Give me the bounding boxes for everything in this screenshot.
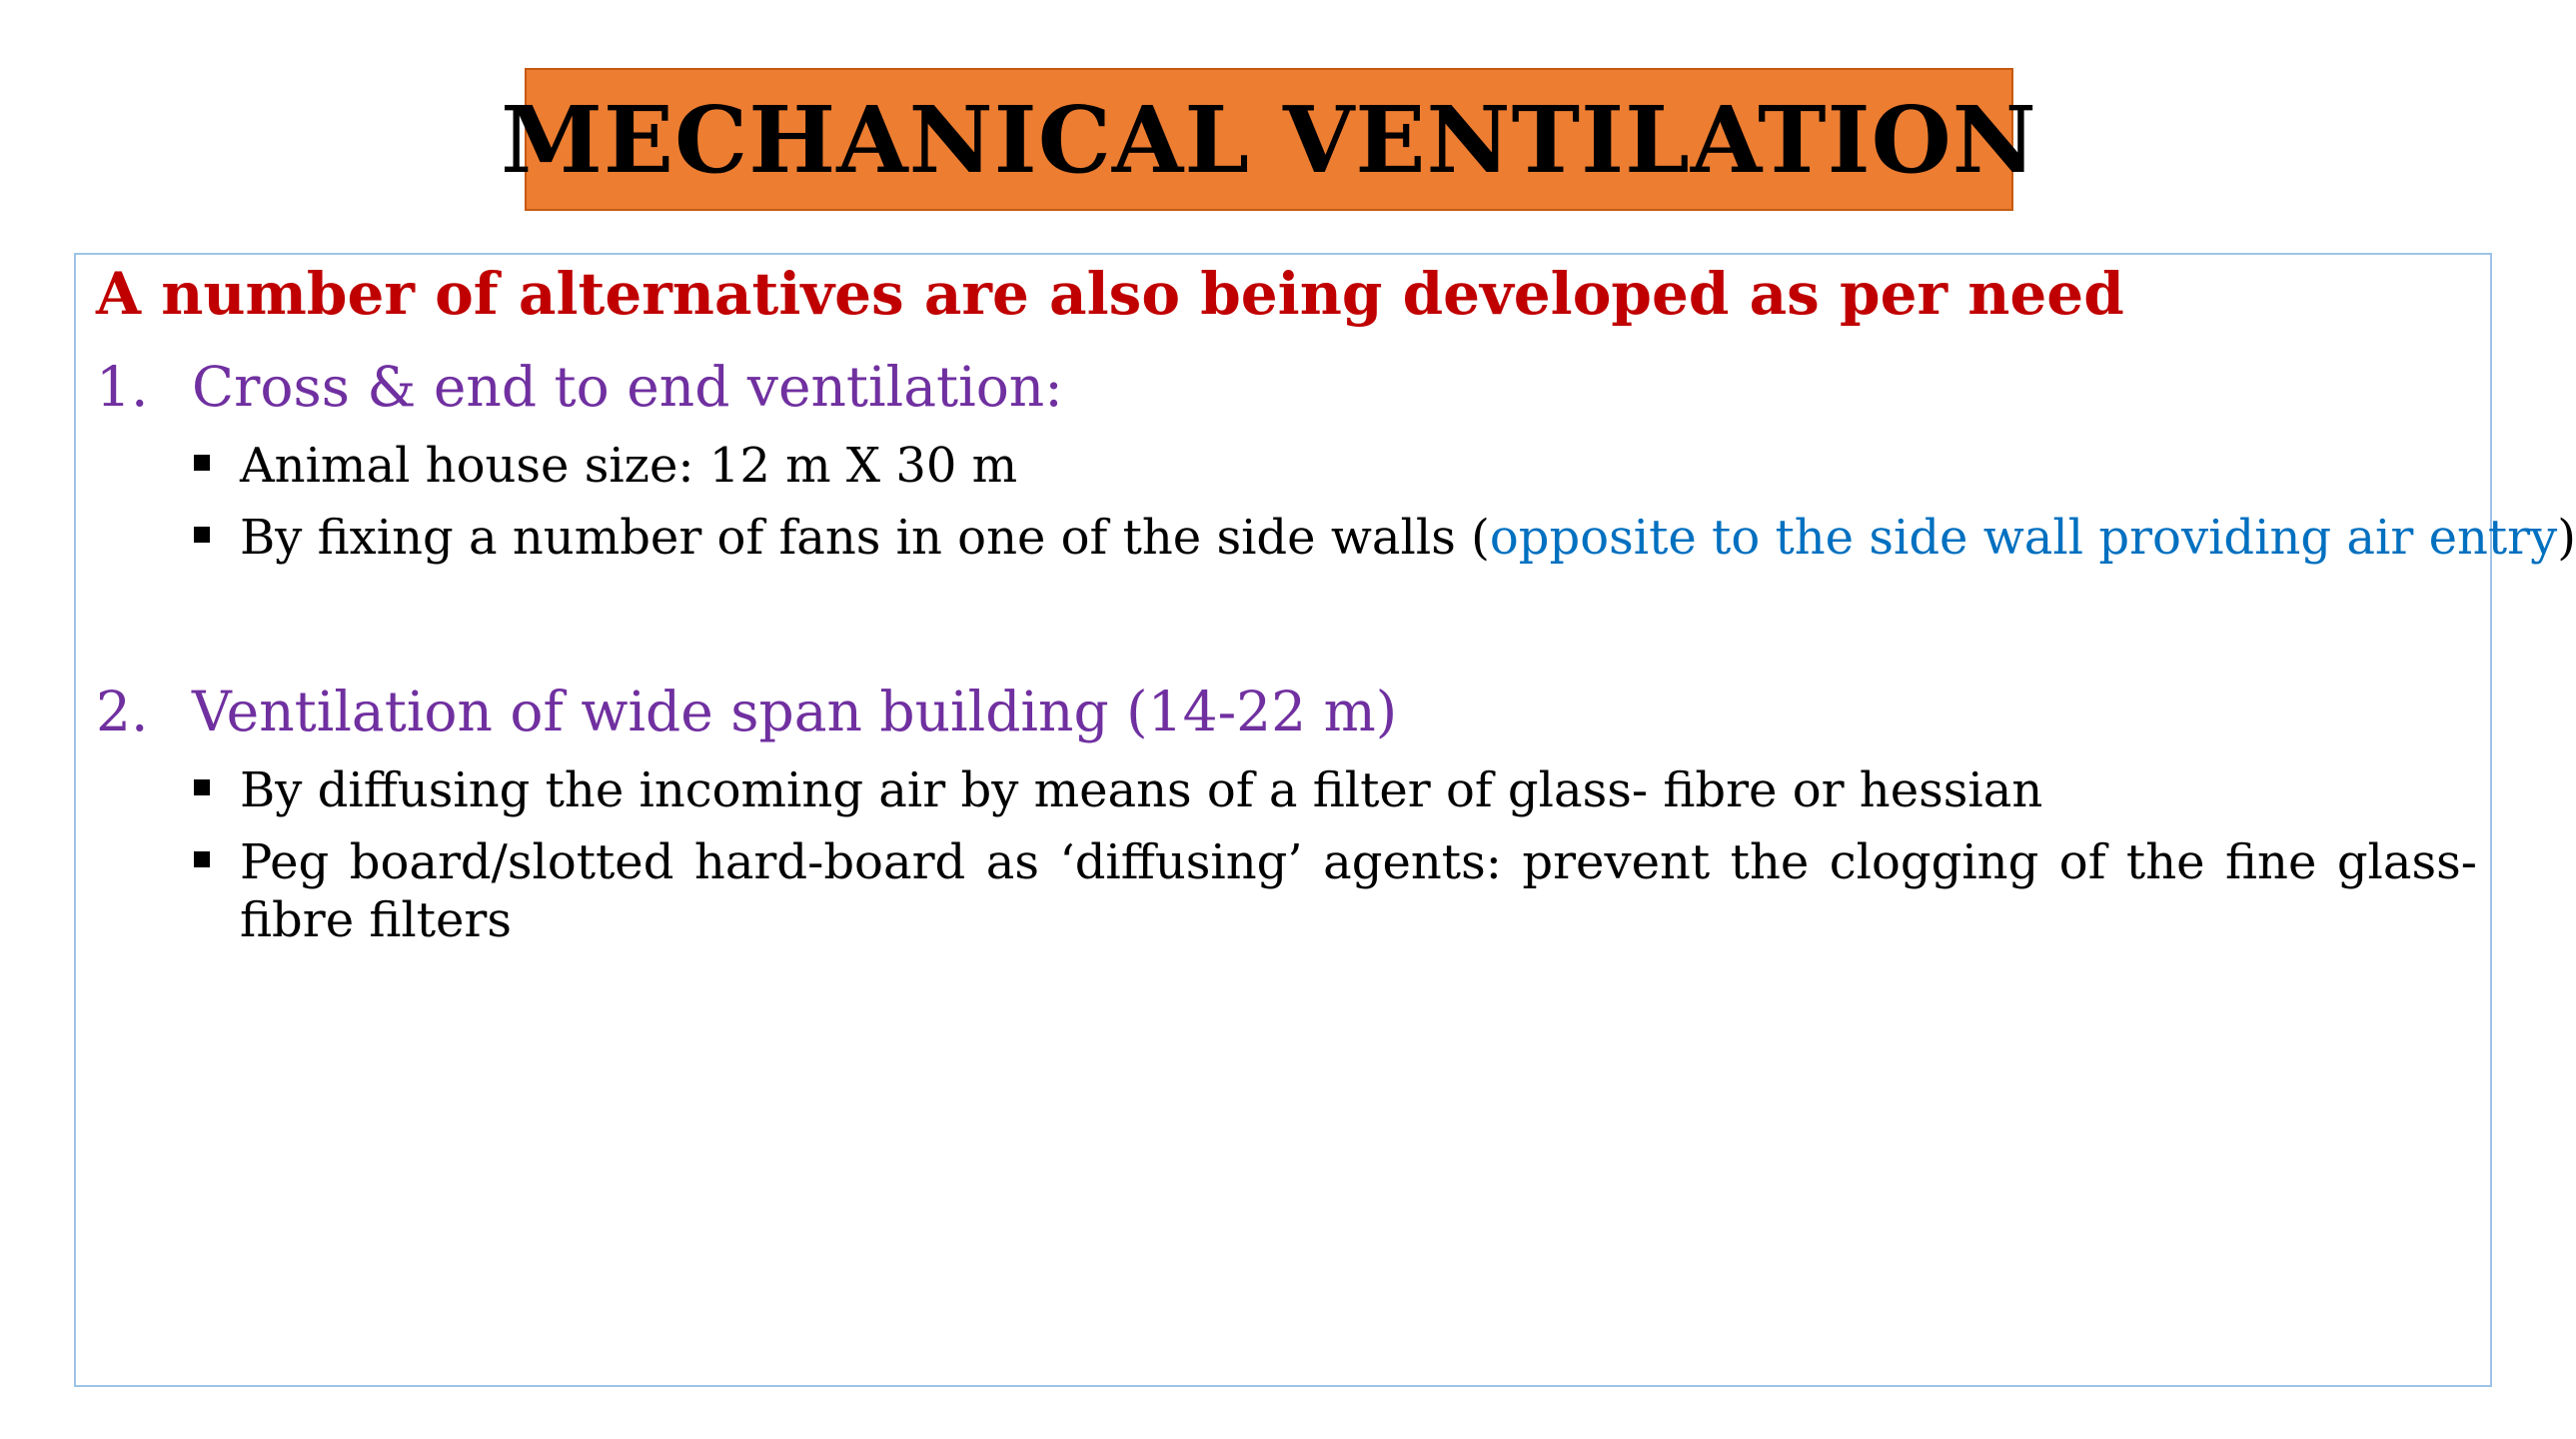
bullet-text-highlight: opposite to the side wall providing air entry	[1489, 510, 2558, 566]
bullet-text	[240, 509, 2576, 567]
intro-heading: A number of alternatives are also being developed as per need	[96, 260, 2124, 328]
square-bullet-icon	[194, 437, 218, 495]
title-banner	[501, 68, 2037, 211]
bullet-text: By diffusing the incoming air by means of a filter of glass- fibre or hessian	[240, 762, 2043, 818]
bullet-text: Animal house size: 12 m X 30 m	[240, 438, 1018, 494]
square-bullet-icon	[194, 509, 218, 567]
section-2-number: 2.	[96, 680, 149, 743]
list-item	[194, 437, 2477, 495]
list-item	[194, 509, 2576, 567]
section-2-heading	[96, 680, 1397, 743]
section-2-title: Ventilation of wide span building (14-22 m)	[192, 680, 1398, 743]
slide-title: MECHANICAL VENTILATION	[501, 85, 2037, 194]
bullet-text-post: )	[2557, 510, 2576, 566]
square-bullet-icon	[194, 761, 218, 819]
content-box	[74, 253, 2576, 1387]
section-1-title: Cross & end to end ventilation:	[192, 355, 1063, 419]
list-item	[194, 761, 2477, 819]
section-1-heading	[96, 355, 1063, 419]
square-bullet-icon	[194, 833, 218, 949]
section-1-number: 1.	[96, 355, 149, 419]
list-item	[194, 833, 2477, 949]
bullet-text: Peg board/slotted hard-board as ‘diffusing’ agents: prevent the clogging of the fine glass-fibre filters	[240, 834, 2477, 948]
bullet-text-pre: By fixing a number of fans in one of the side walls (	[240, 510, 1490, 566]
